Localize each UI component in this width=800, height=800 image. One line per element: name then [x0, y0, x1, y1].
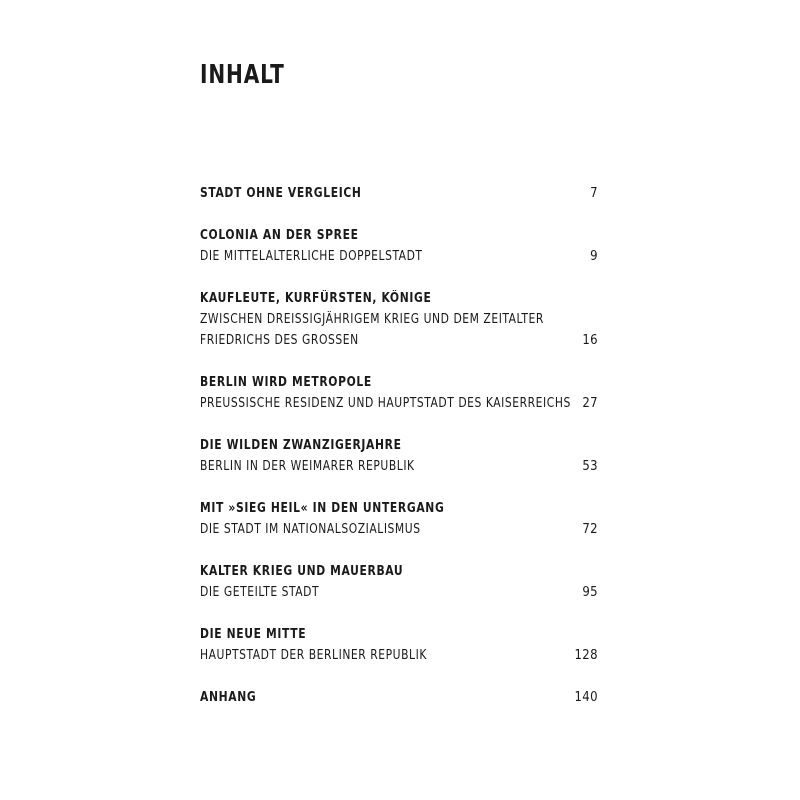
page-number: 27: [582, 396, 598, 411]
toc-entry: [200, 435, 600, 477]
chapter-subtitle: [200, 246, 600, 267]
chapter-title-text: KAUFLEUTE, KURFÜRSTEN, KÖNIGE: [200, 291, 432, 306]
page-number: 128: [574, 648, 598, 663]
chapter-subtitle-text: BERLIN IN DER WEIMARER REPUBLIK: [200, 459, 415, 474]
chapter-title-text: DIE WILDEN ZWANZIGERJAHRE: [200, 438, 402, 453]
page-title: INHALT: [200, 60, 285, 90]
toc-entry: [200, 498, 600, 540]
page-number: 140: [574, 690, 598, 705]
chapter-subtitle: [200, 309, 600, 330]
chapter-title: [200, 687, 600, 708]
chapter-title-text: DIE NEUE MITTE: [200, 627, 307, 642]
chapter-subtitle-text: PREUSSISCHE RESIDENZ UND HAUPTSTADT DES KAISERREICHS: [200, 396, 571, 411]
chapter-title-text: COLONIA AN DER SPREE: [200, 228, 359, 243]
table-of-contents: [200, 183, 600, 708]
chapter-title: [200, 183, 600, 204]
chapter-title: [200, 225, 600, 246]
chapter-subtitle-text: DIE STADT IM NATIONALSOZIALISMUS: [200, 522, 421, 537]
chapter-subtitle: [200, 582, 600, 603]
toc-entry: [200, 183, 600, 204]
chapter-title: [200, 498, 600, 519]
page-number: 53: [582, 459, 598, 474]
chapter-title: [200, 561, 600, 582]
chapter-title: [200, 288, 600, 309]
chapter-subtitle-text: HAUPTSTADT DER BERLINER REPUBLIK: [200, 648, 427, 663]
chapter-title-text: STADT OHNE VERGLEICH: [200, 186, 362, 201]
chapter-title: [200, 435, 600, 456]
chapter-subtitle-text: DIE MITTELALTERLICHE DOPPELSTADT: [200, 249, 423, 264]
page-number: 16: [582, 333, 598, 348]
chapter-title-text: MIT »SIEG HEIL« IN DEN UNTERGANG: [200, 501, 445, 516]
chapter-subtitle-text: ZWISCHEN DREISSIGJÄHRIGEM KRIEG UND DEM ZEITALTER: [200, 312, 544, 327]
page-number: 95: [582, 585, 598, 600]
chapter-subtitle: [200, 456, 600, 477]
toc-entry: [200, 288, 600, 351]
toc-entry: [200, 687, 600, 708]
chapter-subtitle: [200, 519, 600, 540]
page-number: 7: [590, 186, 598, 201]
toc-entry: [200, 561, 600, 603]
chapter-title-text: BERLIN WIRD METROPOLE: [200, 375, 372, 390]
toc-entry: [200, 225, 600, 267]
page-number: 72: [582, 522, 598, 537]
chapter-subtitle-text: DIE GETEILTE STADT: [200, 585, 320, 600]
chapter-subtitle: [200, 645, 600, 666]
toc-entry: [200, 624, 600, 666]
chapter-title: [200, 624, 600, 645]
chapter-subtitle: [200, 330, 600, 351]
toc-entry: [200, 372, 600, 414]
chapter-title: [200, 372, 600, 393]
page-number: 9: [590, 249, 598, 264]
chapter-title-text: KALTER KRIEG UND MAUERBAU: [200, 564, 404, 579]
chapter-title-text: ANHANG: [200, 690, 257, 705]
chapter-subtitle: [200, 393, 600, 414]
chapter-subtitle-text: FRIEDRICHS DES GROSSEN: [200, 333, 359, 348]
